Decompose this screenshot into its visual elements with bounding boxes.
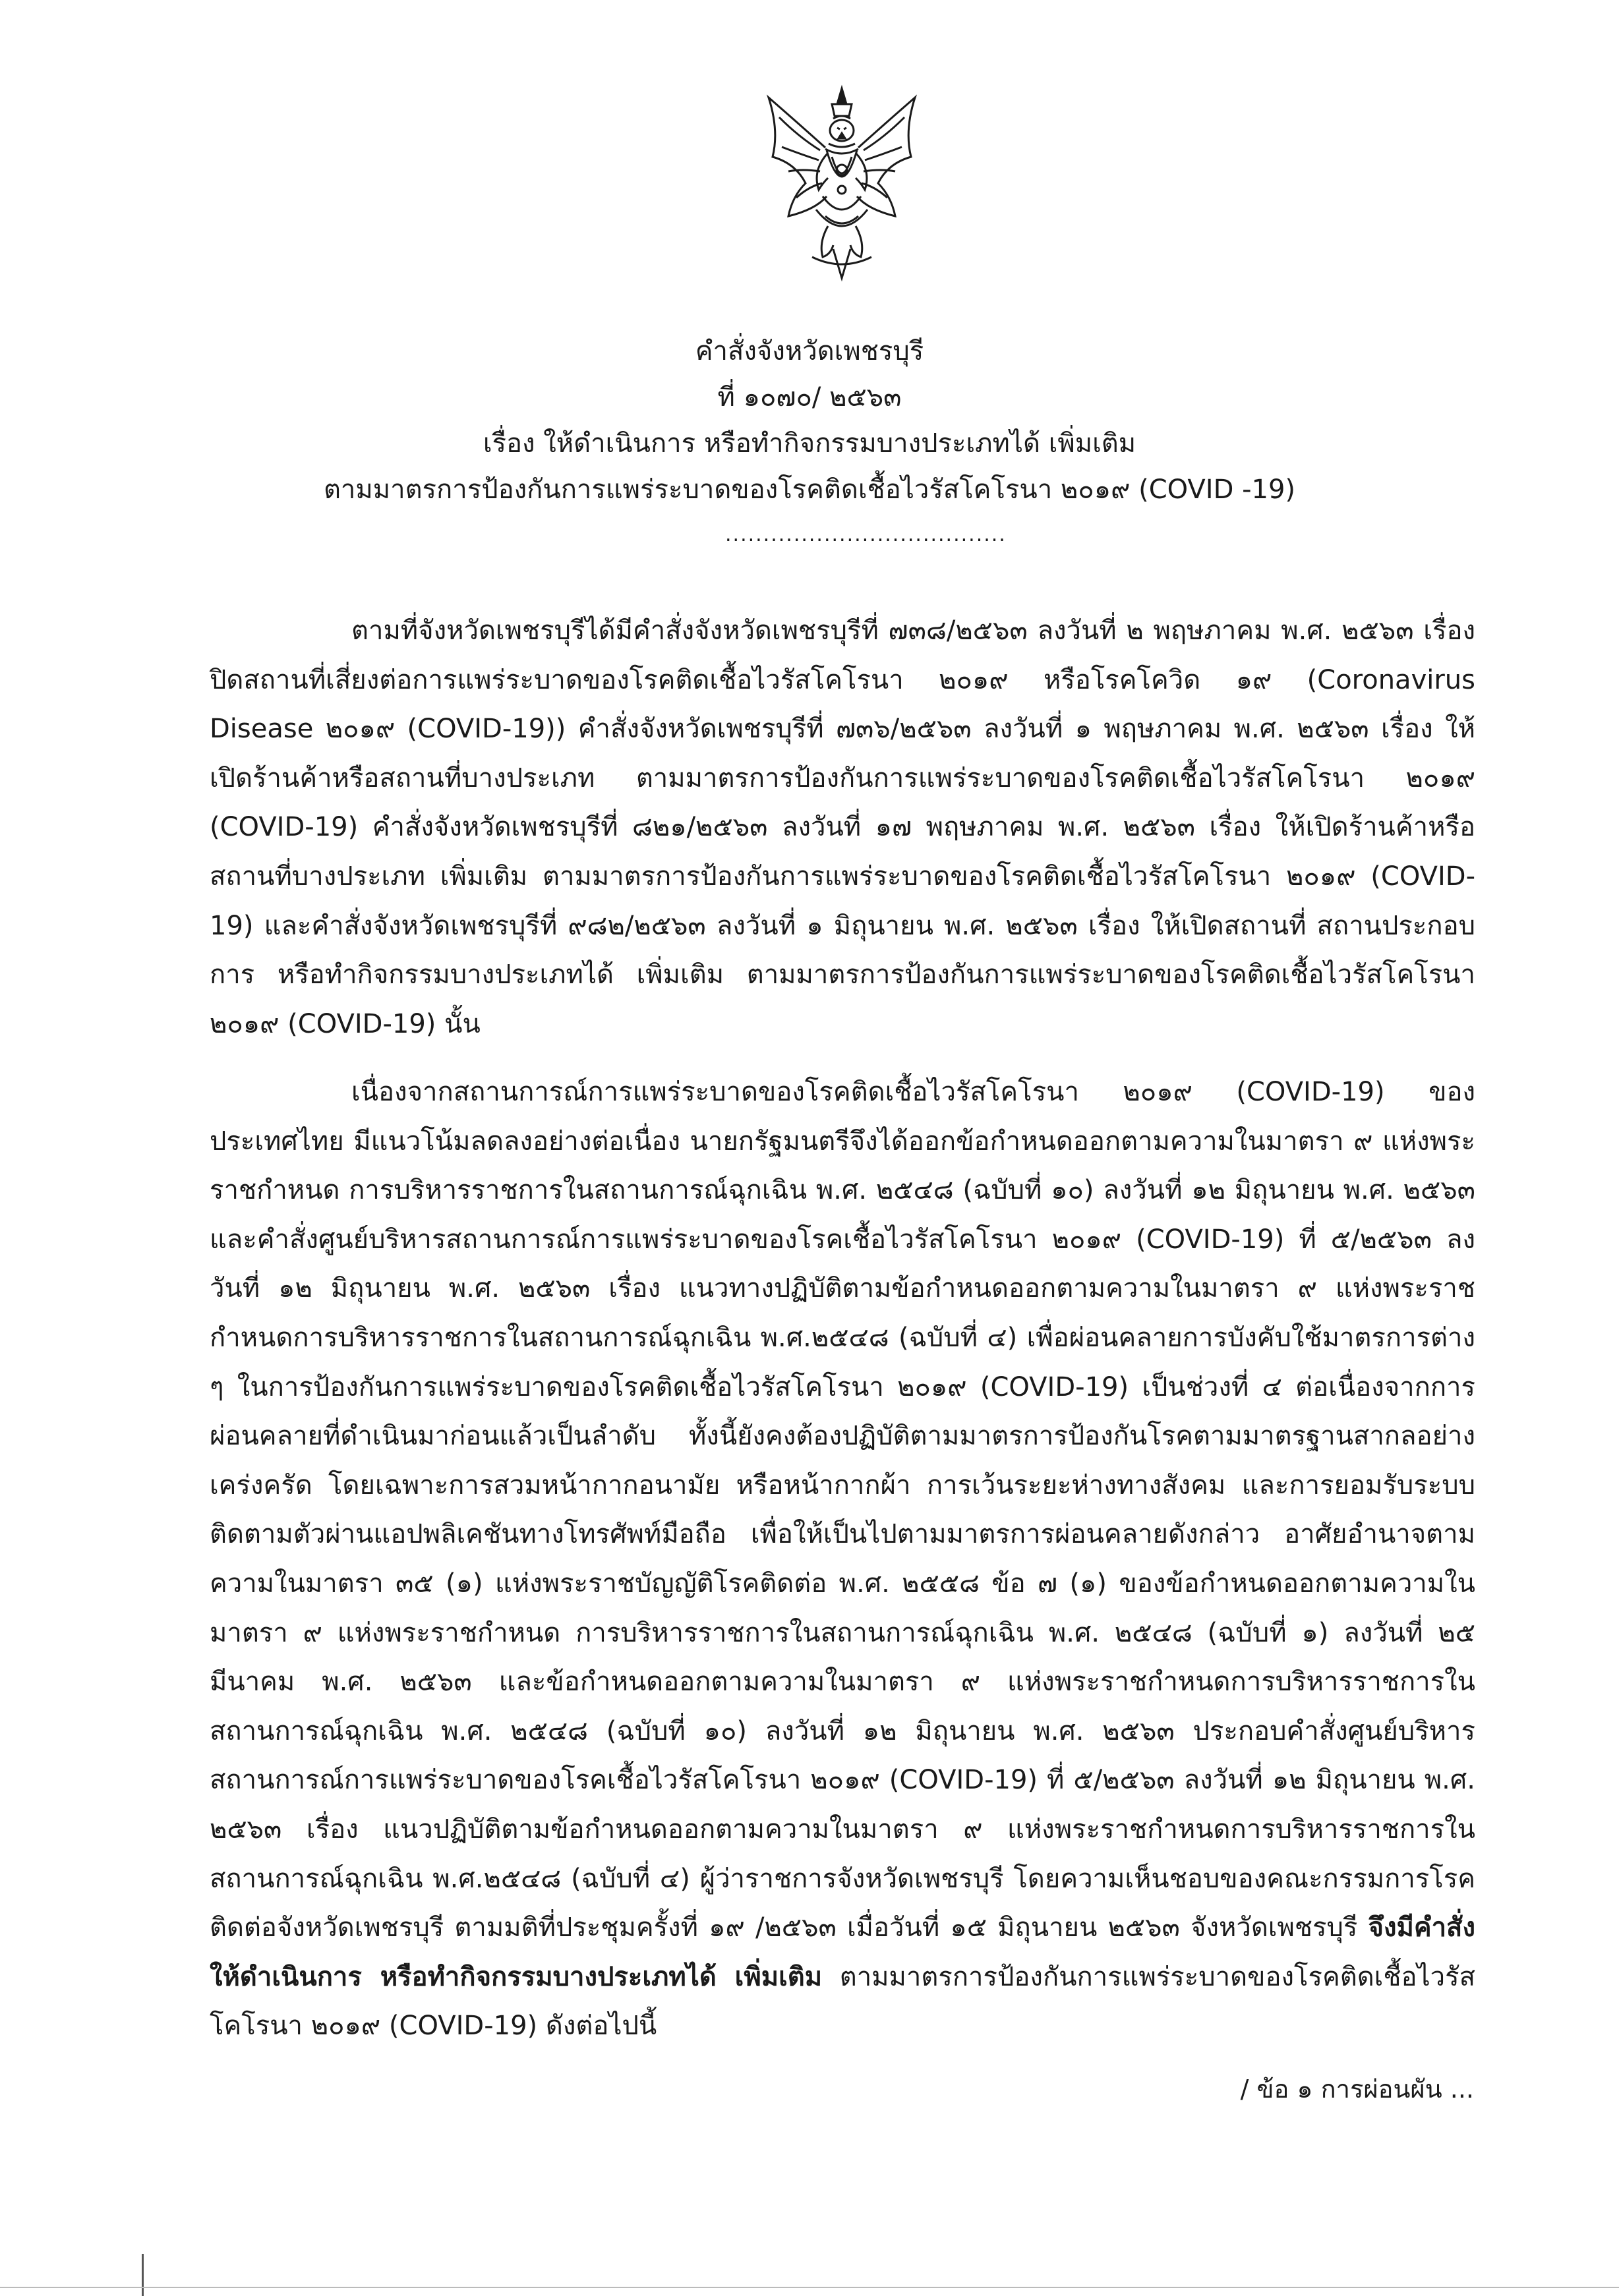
paragraph-2-text: เนื่องจากสถานการณ์การแพร่ระบาดของโรคติดเชื้อไวรัสโคโรนา ๒๐๑๙ (COVID-19) ของประเทศไทย มีแนวโน้มลดลงอย่างต่อเนื่อง นายกรัฐมนตรีจึงได้ออกข้อกำหนดออกตามความในมาตรา ๙ แห่งพระราชกำหนด การบริหารราชการในสถานการณ์ฉุกเฉิน พ.ศ. ๒๕๔๘ (ฉบับที่ ๑๐) ลงวันที่ ๑๒ มิถุนายน พ.ศ. ๒๕๖๓ และคำสั่งศูนย์บริหารสถานการณ์การแพร่ระบาดของโรคเชื้อไวรัสโคโรนา ๒๐๑๙ (COVID-19) ที่ ๕/๒๕๖๓ ลงวันที่ ๑๒ มิถุนายน พ.ศ. ๒๕๖๓ เรื่อง แนวทางปฏิบัติตามข้อกำหนดออกตามความในมาตรา ๙ แห่งพระราชกำหนดการบริหารราชการในสถานการณ์ฉุกเฉิน พ.ศ.๒๕๔๘ (ฉบับที่ ๔) เพื่อผ่อนคลายการบังคับใช้มาตรการต่าง ๆ ในการป้องกันการแพร่ระบาดของโรคติดเชื้อไวรัสโคโรนา ๒๐๑๙ (COVID-19) เป็นช่วงที่ ๔ ต่อเนื่องจากการผ่อนคลายที่ดำเนินมาก่อนแล้วเป็นลำดับ ทั้งนี้ยังคงต้องปฏิบัติตามมาตรการป้องกันโรคตามมาตรฐานสากลอย่างเคร่งครัด โดยเฉพาะการสวมหน้ากากอนามัย หรือหน้ากากผ้า การเว้นระยะห่างทางสังคม และการยอมรับระบบติดตามตัวผ่านแอปพลิเคชันทางโทรศัพท์มือถือ เพื่อให้เป็นไปตามมาตรการผ่อนคลายดังกล่าว อาศัยอำนาจตามความในมาตรา ๓๕ (๑) แห่งพระราชบัญญัติโรคติดต่อ พ.ศ. ๒๕๕๘ ข้อ ๗ (๑) ของข้อกำหนดออกตามความในมาตรา ๙ แห่งพระราชกำหนด การบริหารราชการในสถานการณ์ฉุกเฉิน พ.ศ. ๒๕๔๘ (ฉบับที่ ๑) ลงวันที่ ๒๕ มีนาคม พ.ศ. ๒๕๖๓ และข้อกำหนดออกตามความในมาตรา ๙ แห่งพระราชกำหนดการบริหารราชการในสถานการณ์ฉุกเฉิน พ.ศ. ๒๕๔๘ (ฉบับที่ ๑๐) ลงวันที่ ๑๒ มิถุนายน พ.ศ. ๒๕๖๓ ประกอบคำสั่งศูนย์บริหารสถานการณ์การแพร่ระบาดของโรคเชื้อไวรัสโคโรนา ๒๐๑๙ (COVID-19) ที่ ๕/๒๕๖๓ ลงวันที่ ๑๒ มิถุนายน พ.ศ. ๒๕๖๓ เรื่อง แนวปฏิบัติตามข้อกำหนดออกตามความในมาตรา ๙ แห่งพระราชกำหนดการบริหารราชการในสถานการณ์ฉุกเฉิน พ.ศ.๒๕๔๘ (ฉบับที่ ๔) ผู้ว่าราชการจังหวัดเพชรบุรี โดยความเห็นชอบของคณะกรรมการโรคติดต่อจังหวัดเพชรบุรี ตามมติที่ประชุมครั้งที่ ๑๙ /๒๕๖๓ เมื่อวันที่ ๑๕ มิถุนายน ๒๕๖๓ จังหวัดเพชรบุรี	[210, 1077, 1475, 1943]
scan-bottom-edge	[0, 2287, 1619, 2288]
paragraph-2-end-text: ตามมาตรการป้องกันการแพร่ระบาดของโรคติดเชื้อไวรัสโคโรนา ๒๐๑๙ (COVID-19) ดังต่อไปนี้	[210, 1961, 1475, 2042]
order-number: ที่ ๑๐๗๐/ ๒๕๖๓	[717, 382, 902, 413]
continuation-note: / ข้อ ๑ การผ่อนผัน ...	[1240, 2075, 1474, 2104]
paragraph-2-bold-text: จึงมีคำสั่งให้ดำเนินการ หรือทำกิจกรรมบางประเภทได้ เพิ่มเติม	[210, 1912, 1475, 1992]
scan-edge-mark	[142, 2254, 144, 2296]
order-title: คำสั่งจังหวัดเพชรบุรี	[695, 336, 924, 366]
header-separator: .....................................	[725, 523, 1007, 546]
order-subject: เรื่อง ให้ดำเนินการ หรือทำกิจกรรมบางประเภทได้ เพิ่มเติม	[483, 428, 1136, 459]
garuda-emblem-icon	[759, 84, 924, 282]
order-subject-continued: ตามมาตรการป้องกันการแพร่ระบาดของโรคติดเชื้อไวรัสโคโรนา ๒๐๑๙ (COVID -19)	[323, 474, 1296, 505]
paragraph-1-text: ตามที่จังหวัดเพชรบุรีได้มีคำสั่งจังหวัดเพชรบุรีที่ ๗๓๘/๒๕๖๓ ลงวันที่ ๒ พฤษภาคม พ.ศ. ๒๕๖๓ เรื่อง ปิดสถานที่เสี่ยงต่อการแพร่ระบาดของโรคติดเชื้อไวรัสโคโรนา ๒๐๑๙ หรือโรคโควิด ๑๙ (Coronavirus Disease ๒๐๑๙ (COVID-19)) คำสั่งจังหวัดเพชรบุรีที่ ๗๓๖/๒๕๖๓ ลงวันที่ ๑ พฤษภาคม พ.ศ. ๒๕๖๓ เรื่อง ให้เปิดร้านค้าหรือสถานที่บางประเภท ตามมาตรการป้องกันการแพร่ระบาดของโรคติดเชื้อไวรัสโคโรนา ๒๐๑๙ (COVID-19) คำสั่งจังหวัดเพชรบุรีที่ ๘๒๑/๒๕๖๓ ลงวันที่ ๑๗ พฤษภาคม พ.ศ. ๒๕๖๓ เรื่อง ให้เปิดร้านค้าหรือสถานที่บางประเภท เพิ่มเติม ตามมาตรการป้องกันการแพร่ระบาดของโรคติดเชื้อไวรัสโคโรนา ๒๐๑๙ (COVID-19) และคำสั่งจังหวัดเพชรบุรีที่ ๙๘๒/๒๕๖๓ ลงวันที่ ๑ มิถุนายน พ.ศ. ๒๕๖๓ เรื่อง ให้เปิดสถานที่ สถานประกอบการ หรือทำกิจกรรมบางประเภทได้ เพิ่มเติม ตามมาตรการป้องกันการแพร่ระบาดของโรคติดเชื้อไวรัสโคโรนา ๒๐๑๙ (COVID-19) นั้น	[210, 616, 1475, 1039]
body-paragraph-2	[210, 1068, 1475, 2051]
body-paragraph-1	[210, 606, 1475, 1048]
